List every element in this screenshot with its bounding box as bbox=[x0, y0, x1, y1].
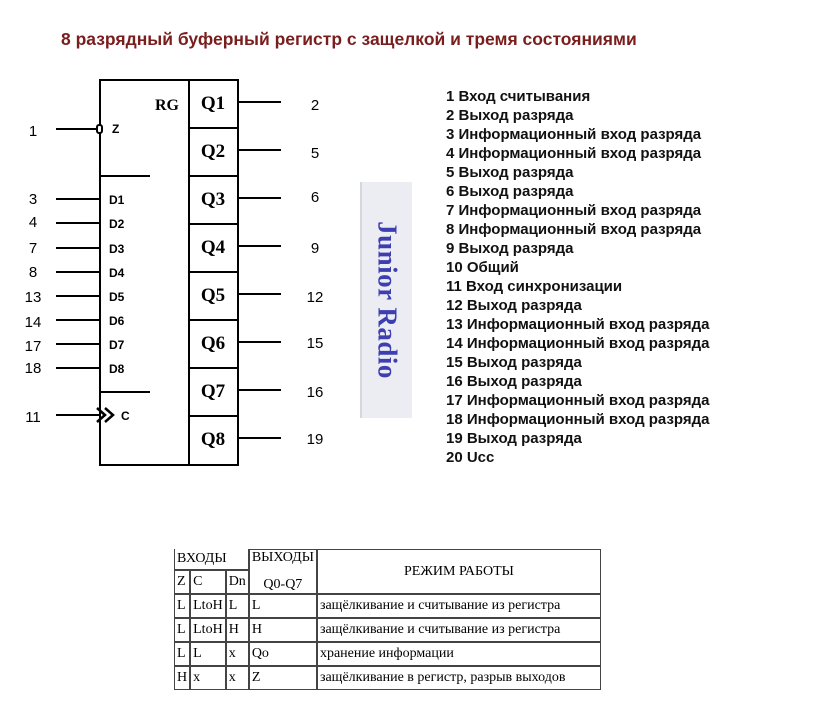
pin-legend-item: 13 Информационный вход разряда bbox=[446, 316, 710, 333]
input-pin bbox=[25, 338, 125, 355]
pin-number: 19 bbox=[306, 431, 324, 448]
cell-mode: хранение информации bbox=[317, 642, 601, 666]
column-header-dn: Dn bbox=[226, 570, 249, 594]
pin-number: 7 bbox=[28, 240, 38, 257]
outputs-header bbox=[249, 549, 317, 594]
cell-mode: защёлкивание и считывание из регистра bbox=[317, 594, 601, 618]
inputs-header: ВХОДЫ bbox=[174, 549, 249, 570]
pin-label: D7 bbox=[109, 338, 125, 352]
cell-c: L bbox=[190, 642, 226, 666]
cell-q: L bbox=[249, 594, 317, 618]
input-pin bbox=[29, 240, 125, 257]
input-pin bbox=[29, 191, 125, 208]
pin-legend-item: 8 Информационный вход разряда bbox=[446, 221, 702, 238]
output-pin bbox=[189, 368, 323, 402]
mode-table-header-row bbox=[174, 549, 601, 570]
output-pin bbox=[189, 416, 323, 450]
watermark-text: Junior Radio bbox=[372, 221, 403, 379]
input-pin bbox=[25, 314, 125, 331]
cell-dn: x bbox=[226, 642, 249, 666]
cell-mode: защёлкивание в регистр, разрыв выходов bbox=[317, 666, 601, 690]
watermark bbox=[360, 182, 412, 418]
output-label: Q1 bbox=[200, 93, 226, 114]
pin-legend-item: 6 Выход разряда bbox=[446, 183, 574, 200]
outputs-header-label: ВЫХОДЫ bbox=[251, 550, 314, 565]
output-label: Q2 bbox=[200, 141, 226, 162]
pin-number: 6 bbox=[310, 189, 320, 206]
pin-legend-item: 9 Выход разряда bbox=[446, 240, 574, 257]
cell-z: L bbox=[174, 642, 190, 666]
cell-q: Z bbox=[249, 666, 317, 690]
pin-legend-item: 11 Вход синхронизации bbox=[446, 278, 623, 295]
output-pin bbox=[189, 176, 319, 210]
pin-number: 14 bbox=[24, 314, 42, 331]
pin-legend-item: 14 Информационный вход разряда bbox=[446, 335, 710, 352]
pin-legend-item: 7 Информационный вход разряда bbox=[446, 202, 702, 219]
output-label: Q5 bbox=[200, 285, 226, 306]
pin-number: 18 bbox=[24, 360, 42, 377]
pin-legend-item: 10 Общий bbox=[446, 259, 519, 276]
table-row bbox=[174, 618, 601, 642]
output-pin bbox=[189, 128, 319, 162]
cell-q: H bbox=[249, 618, 317, 642]
cell-c: LtoH bbox=[190, 594, 226, 618]
pin-label: D8 bbox=[109, 362, 125, 376]
output-label: Q7 bbox=[200, 381, 226, 402]
cell-z: L bbox=[174, 618, 190, 642]
inversion-bubble bbox=[97, 125, 102, 133]
input-pins bbox=[25, 122, 130, 426]
column-header-z: Z bbox=[174, 570, 190, 594]
cell-mode: защёлкивание и считывание из регистра bbox=[317, 618, 601, 642]
pin-legend-item: 16 Выход разряда bbox=[446, 373, 582, 390]
pin-legend-item: 3 Информационный вход разряда bbox=[446, 126, 702, 143]
cell-q: Qo bbox=[249, 642, 317, 666]
pin-legend bbox=[446, 87, 709, 467]
pin-number: 9 bbox=[310, 240, 320, 257]
output-label: Q3 bbox=[200, 189, 226, 210]
outputs-subheader: Q0-Q7 bbox=[263, 577, 303, 592]
table-row bbox=[174, 666, 601, 690]
output-label: Q6 bbox=[200, 333, 226, 354]
table-row bbox=[174, 594, 601, 618]
output-pin bbox=[189, 272, 323, 306]
pin-legend-item: 1 Вход считывания bbox=[446, 88, 591, 105]
input-pin bbox=[25, 360, 125, 377]
output-pins bbox=[189, 93, 323, 450]
output-label: Q4 bbox=[200, 237, 226, 258]
pin-legend-item: 12 Выход разряда bbox=[446, 297, 582, 314]
input-pin bbox=[25, 408, 130, 426]
pin-number: 15 bbox=[306, 335, 324, 352]
cell-dn: H bbox=[226, 618, 249, 642]
input-pin bbox=[25, 289, 125, 306]
pin-number: 16 bbox=[306, 384, 324, 401]
pin-label: D2 bbox=[109, 217, 125, 231]
output-label: Q8 bbox=[200, 429, 226, 450]
pin-number: 12 bbox=[306, 289, 324, 306]
input-pin bbox=[29, 122, 120, 140]
pin-legend-item: 18 Информационный вход разряда bbox=[446, 411, 710, 428]
pin-number: 1 bbox=[28, 123, 38, 140]
cell-c: x bbox=[190, 666, 226, 690]
page-title: 8 разрядный буферный регистр с защелкой и тремя состояниями bbox=[61, 29, 637, 49]
pin-legend-item: 15 Выход разряда bbox=[446, 354, 582, 371]
pin-label: Z bbox=[112, 122, 120, 136]
mode-table bbox=[174, 549, 601, 690]
pin-label: D3 bbox=[109, 242, 125, 256]
table-row bbox=[174, 642, 601, 666]
pin-number: 13 bbox=[24, 289, 42, 306]
pin-legend-item: 19 Выход разряда bbox=[446, 430, 582, 447]
pin-number: 5 bbox=[310, 145, 320, 162]
function-label: RG bbox=[155, 97, 179, 114]
pin-number: 8 bbox=[28, 264, 38, 281]
output-pin bbox=[201, 93, 319, 114]
pin-number: 2 bbox=[310, 97, 320, 114]
cell-z: H bbox=[174, 666, 190, 690]
pin-legend-item: 20 Ucc bbox=[446, 449, 495, 466]
pin-label: D6 bbox=[109, 314, 125, 328]
pin-label: D1 bbox=[109, 193, 125, 207]
cell-dn: L bbox=[226, 594, 249, 618]
pin-legend-item: 17 Информационный вход разряда bbox=[446, 392, 710, 409]
cell-z: L bbox=[174, 594, 190, 618]
input-pin bbox=[29, 264, 125, 281]
output-pin bbox=[189, 320, 323, 354]
cell-dn: x bbox=[226, 666, 249, 690]
output-pin bbox=[189, 224, 319, 258]
cell-c: LtoH bbox=[190, 618, 226, 642]
pin-number: 4 bbox=[28, 214, 38, 231]
pin-legend-item: 4 Информационный вход разряда bbox=[446, 145, 702, 162]
pin-legend-item: 2 Выход разряда bbox=[446, 107, 574, 124]
input-pin bbox=[29, 214, 125, 231]
pin-legend-item: 5 Выход разряда bbox=[446, 164, 574, 181]
pin-label: D5 bbox=[109, 290, 125, 304]
pin-label: C bbox=[121, 409, 130, 423]
mode-header: РЕЖИМ РАБОТЫ bbox=[317, 549, 601, 594]
pin-number: 3 bbox=[28, 191, 38, 208]
pin-label: D4 bbox=[109, 266, 125, 280]
column-header-c: C bbox=[190, 570, 226, 594]
pin-number: 11 bbox=[25, 409, 41, 426]
pin-number: 17 bbox=[24, 338, 42, 355]
